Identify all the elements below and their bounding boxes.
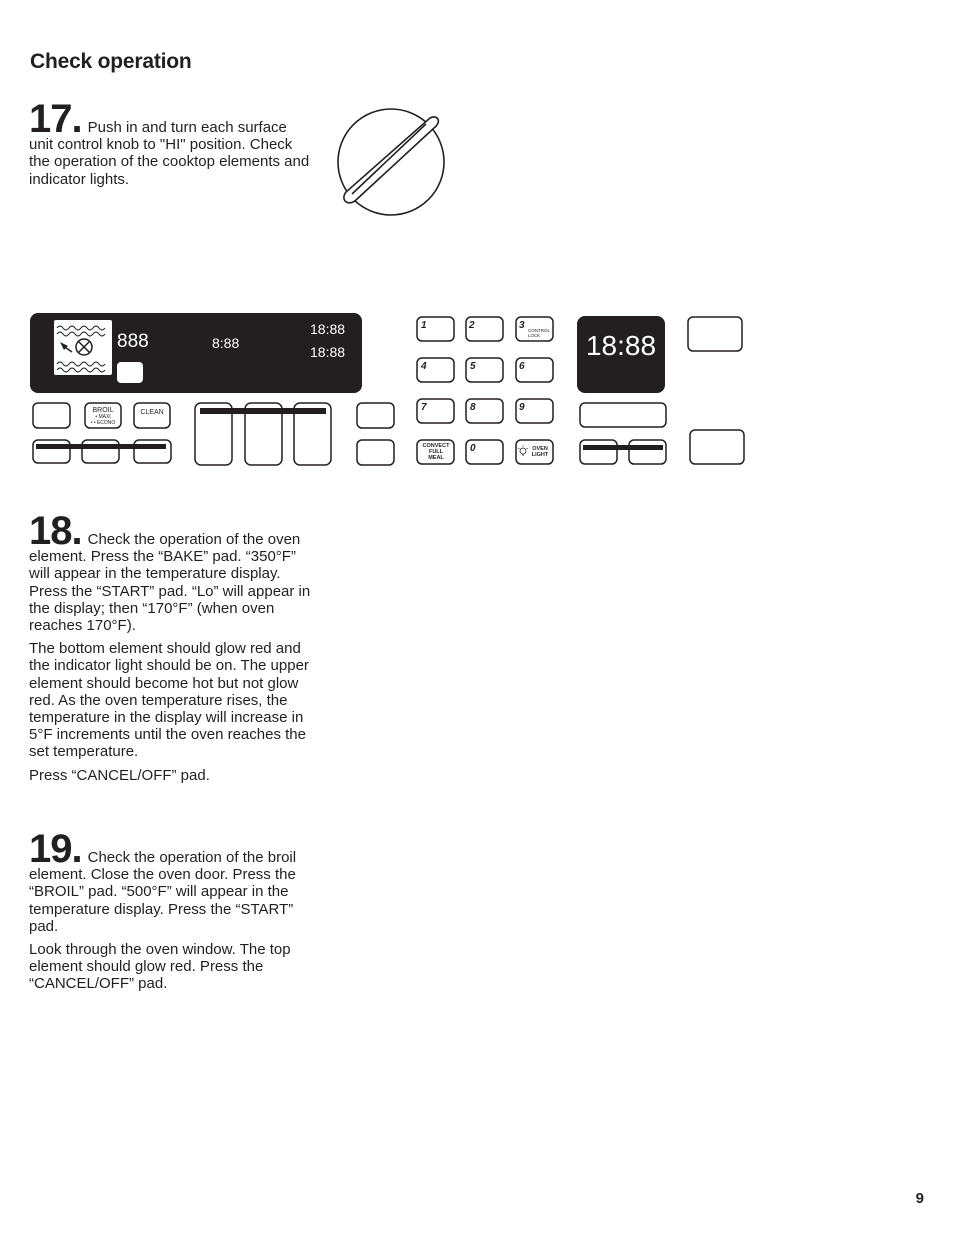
step-18 bbox=[29, 509, 311, 790]
right-top-digits: 18:88 bbox=[310, 321, 346, 337]
step-18-paragraph-1 bbox=[29, 509, 311, 635]
step-text: Push in and turn each surface unit control knob to "HI" position. Check the operation of the cooktop elements and indicator lights. bbox=[29, 119, 310, 188]
full-label: FULL bbox=[428, 449, 444, 455]
step-19-paragraph-1 bbox=[29, 827, 311, 935]
blank-pad[interactable] bbox=[357, 403, 394, 428]
key-label: 9 bbox=[519, 402, 525, 413]
lock-label: LOCK bbox=[528, 333, 541, 338]
light-label: LIGHT bbox=[531, 452, 549, 458]
broil-econo-label: • • ECONO bbox=[90, 420, 116, 426]
key-label: 5 bbox=[470, 361, 476, 372]
step-18-paragraph-2: The bottom element should glow red and the indicator light should be on. The upper element should become hot but not glow red. As the oven temperature rises, the temperature in the display will increase in 5°F increments until the oven reaches the set temperature. bbox=[29, 640, 309, 761]
key-label: 2 bbox=[469, 320, 475, 331]
large-pad[interactable] bbox=[690, 430, 744, 464]
large-pad[interactable] bbox=[688, 317, 742, 351]
clean-label: CLEAN bbox=[140, 409, 164, 416]
blank-pad[interactable] bbox=[134, 440, 171, 463]
step-number: 17. bbox=[29, 97, 82, 141]
blank-pad[interactable] bbox=[629, 440, 666, 464]
meal-label: MEAL bbox=[428, 455, 444, 461]
display-indicator bbox=[117, 362, 143, 383]
broil-maxi-label: • MAXI bbox=[95, 414, 111, 420]
temp-digits: 888 bbox=[117, 331, 149, 352]
convect-label: CONVECT bbox=[422, 443, 450, 449]
step-number: 18. bbox=[29, 509, 82, 553]
clock-digits: 18:88 bbox=[585, 330, 657, 361]
center-digits: 8:88 bbox=[212, 335, 240, 351]
oven-cavity-icon bbox=[54, 320, 112, 375]
blank-pad[interactable] bbox=[33, 403, 70, 428]
step-number: 19. bbox=[29, 827, 82, 871]
oven-label: OVEN bbox=[532, 446, 548, 452]
right-bottom-digits: 18:88 bbox=[310, 344, 346, 360]
blank-pad[interactable] bbox=[33, 440, 70, 463]
blank-pad[interactable] bbox=[357, 440, 394, 465]
number-keypad bbox=[417, 317, 553, 464]
page-number: 9 bbox=[915, 1190, 924, 1207]
key-label: 1 bbox=[421, 320, 427, 331]
step-19-paragraph-2: Look through the oven window. The top element should glow red. Press the “CANCEL/OFF” pad. bbox=[29, 941, 291, 993]
step-17 bbox=[29, 97, 311, 194]
blank-pad[interactable] bbox=[580, 440, 617, 464]
key-label: 4 bbox=[421, 361, 427, 372]
step-text: Check the operation of the oven element. Press the “BAKE” pad. “350°F” will appear in the temperature display. Press the “START” pad. “Lo” will appear in the display; then “170°F” (when oven reaches 170°F). bbox=[29, 531, 311, 635]
key-label: 0 bbox=[470, 443, 476, 454]
key-label: 3 bbox=[519, 320, 525, 331]
step-text: Check the operation of the broil element. Close the oven door. Press the “BROIL” pad. “500°F” will appear in the temperature display. Press the “START” pad. bbox=[29, 849, 297, 935]
step-17-paragraph bbox=[29, 97, 311, 188]
key-label: 8 bbox=[470, 402, 476, 413]
key-label: 6 bbox=[519, 361, 525, 372]
page-title: Check operation bbox=[30, 50, 192, 73]
control-knob-illustration bbox=[334, 106, 446, 218]
wide-pad[interactable] bbox=[580, 403, 666, 427]
blank-pad[interactable] bbox=[82, 440, 119, 463]
control-label: CONTROL bbox=[528, 328, 551, 333]
step-18-paragraph-3: Press “CANCEL/OFF” pad. bbox=[29, 766, 210, 784]
key-label: 7 bbox=[421, 402, 427, 413]
step-19 bbox=[29, 827, 311, 999]
broil-label: BROIL bbox=[92, 407, 114, 414]
oven-control-panel-illustration bbox=[28, 310, 750, 470]
